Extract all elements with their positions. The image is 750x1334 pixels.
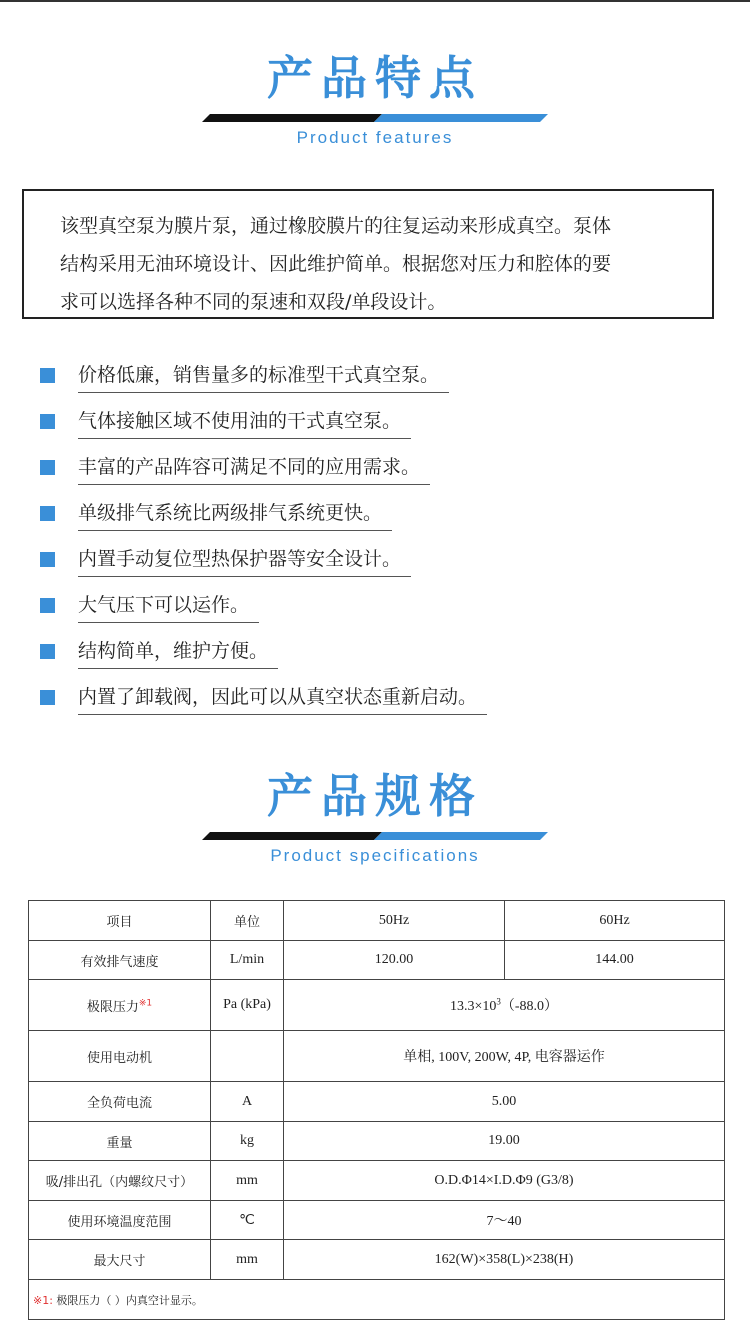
bullet-square-icon [40,506,55,521]
title-underline-bars [202,114,548,122]
row-unit: mm [211,1240,284,1280]
row-value: 162(W)×358(L)×238(H) [284,1240,725,1280]
pressure-exponent: 3 [496,996,501,1007]
intro-text-box [22,189,714,319]
feature-text: 丰富的产品阵容可满足不同的应用需求。 [78,450,430,485]
row-label: 吸/排出孔（内螺纹尺寸） [29,1161,211,1201]
row-unit: ℃ [211,1201,284,1240]
row-unit: A [211,1082,284,1122]
features-title-cn: 产品特点 [267,51,483,105]
row-value: 7～40 [284,1201,725,1240]
row-value [284,980,725,1031]
spec-title-block [0,768,750,866]
row-value: 19.00 [284,1122,725,1161]
pressure-kpa: （-88.0） [500,999,559,1014]
table-row [29,1031,725,1082]
feature-text: 内置了卸载阀，因此可以从真空状态重新启动。 [78,680,487,715]
intro-line: 该型真空泵为膜片泵，通过橡胶膜片的往复运动来形成真空。泵体 [60,215,612,237]
features-title-block [0,50,750,148]
bullet-square-icon [40,690,55,705]
row-unit: kg [211,1122,284,1161]
row-unit: Pa (kPa) [211,980,284,1031]
spec-table [28,900,725,1320]
header-unit: 单位 [211,901,284,941]
footnote-mark: ※1: [33,1293,53,1307]
row-label: 使用环境温度范围 [29,1201,211,1240]
row-value: O.D.Φ14×I.D.Φ9 (G3/8) [284,1161,725,1201]
row-label: 全负荷电流 [29,1082,211,1122]
title-bar-dark [202,832,382,840]
header-60hz: 60Hz [505,901,725,941]
feature-text: 大气压下可以运作。 [78,588,259,623]
spec-title-cn: 产品规格 [267,769,483,823]
feature-text: 气体接触区域不使用油的干式真空泵。 [78,404,411,439]
table-row [29,1122,725,1161]
top-border-line [0,0,750,2]
row-label [29,980,211,1031]
feature-text: 价格低廉，销售量多的标准型干式真空泵。 [78,358,449,393]
table-header-row [29,901,725,941]
table-row [29,1161,725,1201]
bullet-square-icon [40,368,55,383]
row-label: 重量 [29,1122,211,1161]
row-label: 最大尺寸 [29,1240,211,1280]
row-unit: mm [211,1161,284,1201]
table-row [29,980,725,1031]
row-label: 使用电动机 [29,1031,211,1082]
row-value-50hz: 120.00 [284,941,505,980]
table-row [29,941,725,980]
row-unit [211,1031,284,1082]
features-title-en: Product features [296,128,454,147]
footnote-text: 极限压力（ ）内真空计显示。 [56,1293,203,1307]
feature-text: 单级排气系统比两级排气系统更快。 [78,496,392,531]
bullet-square-icon [40,414,55,429]
bullet-square-icon [40,598,55,613]
title-bar-dark [202,114,382,122]
intro-line: 结构采用无油环境设计、因此维护简单。根据您对压力和腔体的要 [60,253,612,275]
table-row [29,1082,725,1122]
row-value-60hz: 144.00 [505,941,725,980]
spec-title-en: Product specifications [270,846,480,865]
header-item: 项目 [29,901,211,941]
row-value: 5.00 [284,1082,725,1122]
table-row [29,1240,725,1280]
feature-text: 结构简单，维护方便。 [78,634,278,669]
row-label: 有效排气速度 [29,941,211,980]
title-bar-blue [374,114,548,122]
intro-line: 求可以选择各种不同的泵速和双段/单段设计。 [60,291,447,313]
header-50hz: 50Hz [284,901,505,941]
table-row [29,1201,725,1240]
feature-text: 内置手动复位型热保护器等安全设计。 [78,542,411,577]
bullet-square-icon [40,552,55,567]
bullet-square-icon [40,460,55,475]
row-unit: L/min [211,941,284,980]
footnote-mark: ※1 [138,998,153,1009]
table-footnote [29,1280,725,1320]
title-bar-blue [374,832,548,840]
row-label-text: 极限压力 [86,999,139,1015]
title-underline-bars [202,832,548,840]
pressure-base: 13.3×10 [449,999,497,1014]
table-note-row [29,1280,725,1320]
bullet-square-icon [40,644,55,659]
row-value: 单相, 100V, 200W, 4P, 电容器运作 [284,1031,725,1082]
